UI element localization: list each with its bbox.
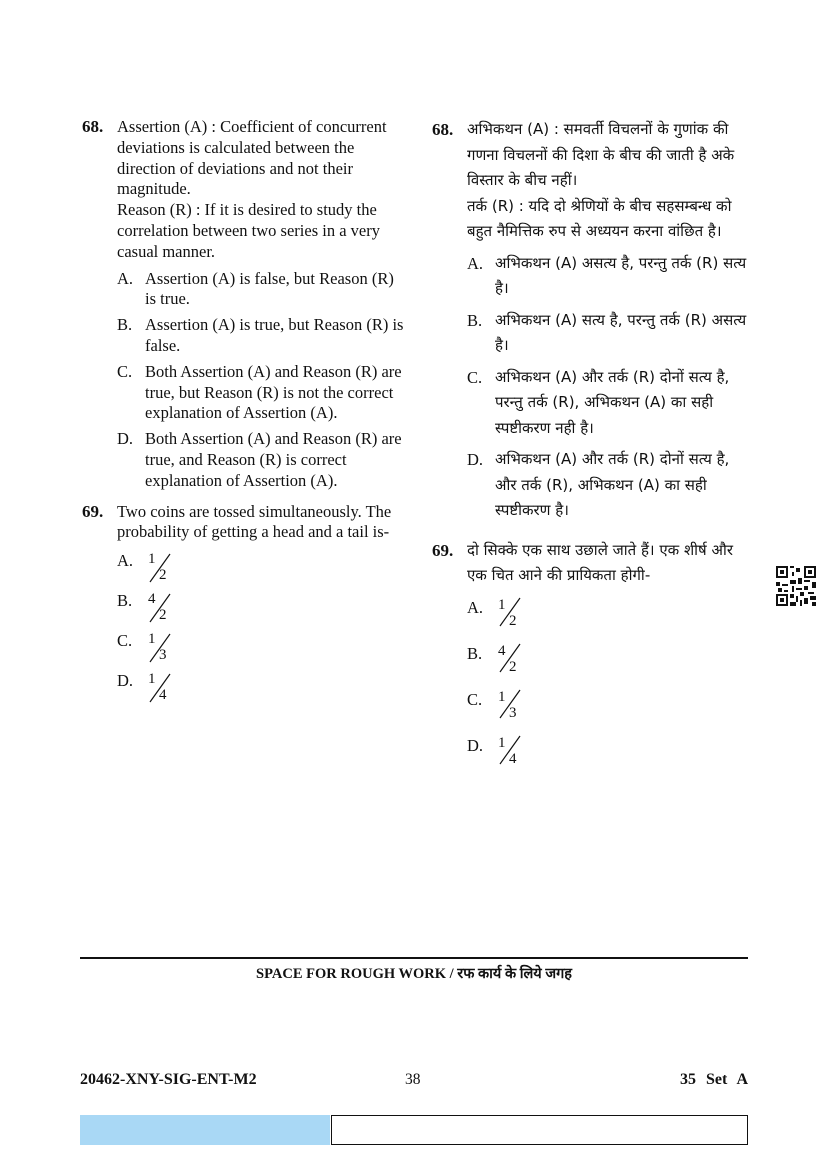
options-list: [467, 251, 752, 524]
option-c: C. 1 3: [467, 687, 752, 727]
page-number: 38: [405, 1071, 421, 1088]
fraction: 4 2: [145, 591, 171, 625]
question-69-hi: [432, 538, 752, 773]
option-a: A. 1 2: [117, 551, 404, 591]
hindi-column: [432, 117, 752, 779]
reason-text: तर्क (R) : यदि दो श्रेणियों के बीच सहसम्बन्ध को बहुत नैमित्तिक रुप से अध्ययन करना वांछित है।: [467, 196, 732, 240]
option-d: D. अभिकथन (A) और तर्क (R) दोनों सत्य है, और तर्क (R), अभिकथन (A) का सही स्पष्टीकरण है।: [467, 450, 730, 519]
set-label: 35 Set A: [680, 1071, 748, 1088]
option-b: B. 4 2: [117, 591, 404, 631]
fraction: 1 2: [145, 551, 171, 585]
option-c: C. 1 3: [117, 631, 404, 671]
option-c: C. अभिकथन (A) और तर्क (R) दोनों सत्य है, परन्तु तर्क (R), अभिकथन (A) का सही स्पष्टीकरण नही है।: [467, 367, 730, 437]
question-stem: दो सिक्के एक साथ उछाले जाते हैं। एक शीर्ष और एक चित आने की प्रायिकता होगी-: [467, 540, 733, 584]
question-number: 68.: [82, 117, 104, 136]
question-number: 68.: [432, 120, 454, 139]
question-number: 69.: [432, 540, 454, 560]
option-d: D. 1 4: [117, 671, 404, 711]
rough-work-divider: [80, 957, 748, 959]
fraction: 1 3: [145, 631, 171, 665]
fraction: 1 4: [495, 733, 521, 767]
footer-empty-box: [331, 1115, 748, 1145]
option-a: A. 1 2: [467, 595, 752, 635]
option-d: D. Both Assertion (A) and Reason (R) are true, and Reason (R) is correct explanation of Assertion (A).: [117, 429, 402, 490]
qr-code-icon: [776, 566, 816, 606]
assertion-text: Assertion (A) : Coefficient of concurrent deviations is calculated between the direction of deviations and not their magnitude.: [117, 117, 387, 199]
fraction: 1 2: [495, 595, 521, 629]
question-68-hi: [432, 117, 752, 524]
rough-work-label: SPACE FOR ROUGH WORK / रफ कार्य के लिये जगह: [256, 966, 572, 982]
option-b: B. Assertion (A) is true, but Reason (R) is false.: [117, 315, 404, 355]
option-c: C. Both Assertion (A) and Reason (R) are true, but Reason (R) is not the correct explanation of Assertion (A).: [117, 361, 402, 423]
question-stem: Two coins are tossed simultaneously. The probability of getting a head and a tail is-: [117, 501, 392, 542]
option-a: A. अभिकथन (A) असत्य है, परन्तु तर्क (R) सत्य है।: [467, 253, 747, 297]
question-number: 69.: [82, 501, 104, 521]
fraction: 1 3: [495, 687, 521, 721]
english-column: [82, 117, 404, 711]
option-b: B. 4 2: [467, 641, 752, 681]
assertion-text: अभिकथन (A) : समवर्ती विचलनों के गुणांक की गणना विचलनों की दिशा के बीच की जाती है अके विस्तार के बीच नहीं।: [467, 120, 735, 189]
question-stem: [467, 117, 752, 245]
options-list: [467, 595, 752, 773]
options-list: [117, 269, 404, 492]
fraction: 4 2: [495, 641, 521, 675]
option-d: D. 1 4: [467, 733, 752, 773]
footer-color-bar: [80, 1115, 330, 1145]
option-a: A. Assertion (A) is false, but Reason (R) is true.: [117, 268, 394, 309]
fraction: 1 4: [145, 671, 171, 705]
question-68-en: [82, 117, 404, 492]
paper-code: 20462-XNY-SIG-ENT-M2: [80, 1071, 257, 1088]
reason-text: Reason (R) : If it is desired to study the correlation between two series in a very casual manner.: [117, 200, 380, 261]
question-69-en: [82, 502, 404, 712]
option-b: B. अभिकथन (A) सत्य है, परन्तु तर्क (R) असत्य है।: [467, 310, 747, 354]
options-list: [117, 551, 404, 711]
question-stem: [117, 117, 404, 263]
